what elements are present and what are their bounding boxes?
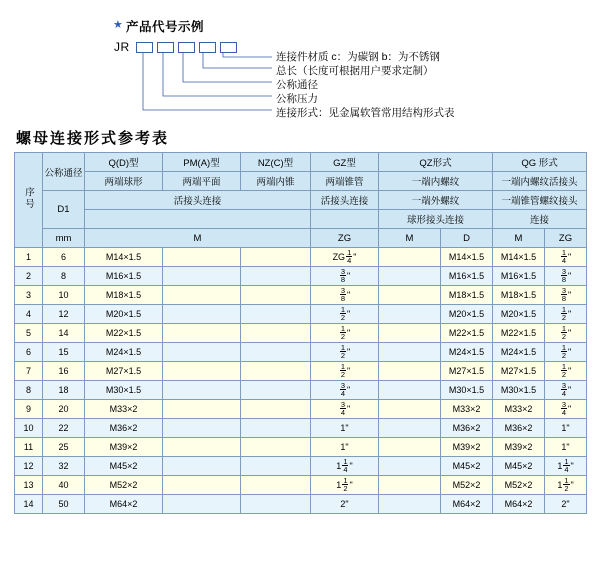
cell-seq: 7 <box>15 362 43 381</box>
cell-gz: 1" <box>311 438 379 457</box>
nut-connection-table <box>14 152 587 514</box>
cell-qg-zg: $\frac{3}{4}$ " <box>545 400 587 419</box>
code-box <box>220 42 237 53</box>
header-group-qz: QZ形式 <box>379 153 493 172</box>
cell-seq: 12 <box>15 457 43 476</box>
cell-qd: M33×2 <box>85 400 163 419</box>
header-group-qg: QG 形式 <box>493 153 587 172</box>
table-row <box>15 495 587 514</box>
cell-dn: 8 <box>43 267 85 286</box>
cell-qz-m <box>379 381 441 400</box>
header-qz-external-thread: 一端外螺纹 <box>379 191 493 210</box>
cell-dn: 22 <box>43 419 85 438</box>
header-sub-qz: 一端内螺纹 <box>379 172 493 191</box>
table-row <box>15 343 587 362</box>
table-row <box>15 305 587 324</box>
cell-seq: 9 <box>15 400 43 419</box>
code-box <box>136 42 153 53</box>
cell-nzc <box>241 305 311 324</box>
cell-qg-zg: $\frac{3}{8}$ " <box>545 286 587 305</box>
cell-qz-m <box>379 400 441 419</box>
header-sub-nzc: 两端内锥 <box>241 172 311 191</box>
cell-pma <box>163 457 241 476</box>
header-sub-qg: 一端内螺纹活接头 <box>493 172 587 191</box>
cell-gz: $\frac{3}{4}$ " <box>311 381 379 400</box>
cell-gz: 1" <box>311 419 379 438</box>
legend-material: 连接件材质 c：为碳钢 b：为不锈钢 <box>276 51 440 63</box>
table-header-row-4 <box>15 210 587 229</box>
cell-qz-m <box>379 457 441 476</box>
cell-gz: 1 $\frac{1}{2}$ " <box>311 476 379 495</box>
table-row <box>15 419 587 438</box>
header-unit-m: M <box>85 229 311 248</box>
header-qg-connection: 连接 <box>493 210 587 229</box>
cell-qd: M36×2 <box>85 419 163 438</box>
cell-dn: 40 <box>43 476 85 495</box>
cell-seq: 14 <box>15 495 43 514</box>
cell-qd: M16×1.5 <box>85 267 163 286</box>
code-box <box>157 42 174 53</box>
header-sub-gz: 两端锥管 <box>311 172 379 191</box>
cell-pma <box>163 438 241 457</box>
table-row <box>15 324 587 343</box>
code-prefix: JR <box>114 40 130 54</box>
cell-nzc <box>241 267 311 286</box>
table-row <box>15 381 587 400</box>
cell-gz: 2" <box>311 495 379 514</box>
cell-qd: M30×1.5 <box>85 381 163 400</box>
legend-nominal-pressure: 公称压力 <box>276 93 318 105</box>
cell-qg-zg: $\frac{1}{2}$ " <box>545 343 587 362</box>
header-qg-taper-thread: 一端锥管螺纹接头 <box>493 191 587 210</box>
cell-pma <box>163 343 241 362</box>
cell-qg-zg: $\frac{1}{2}$ " <box>545 305 587 324</box>
cell-nzc <box>241 476 311 495</box>
cell-nzc <box>241 324 311 343</box>
cell-gz: $\frac{3}{4}$ " <box>311 400 379 419</box>
star-icon: ★ <box>113 19 123 31</box>
header-unit-qg-m: M <box>493 229 545 248</box>
cell-qg-zg: $\frac{1}{2}$ " <box>545 362 587 381</box>
cell-qz-d: M52×2 <box>441 476 493 495</box>
header-unit-qz-d: D <box>441 229 493 248</box>
header-d1: D1 <box>43 191 85 229</box>
cell-dn: 14 <box>43 324 85 343</box>
cell-qd: M45×2 <box>85 457 163 476</box>
cell-pma <box>163 400 241 419</box>
header-union-connection: 活接头连接 <box>85 191 311 210</box>
cell-qz-m <box>379 248 441 267</box>
header-unit-qz-m: M <box>379 229 441 248</box>
table-header-row-2 <box>15 172 587 191</box>
cell-pma <box>163 419 241 438</box>
cell-qz-d: M30×1.5 <box>441 381 493 400</box>
page-title: 螺母连接形式参考表 <box>16 130 170 147</box>
cell-pma <box>163 324 241 343</box>
cell-qd: M27×1.5 <box>85 362 163 381</box>
cell-gz: ZG $\frac{1}{4}$ " <box>311 248 379 267</box>
cell-seq: 2 <box>15 267 43 286</box>
cell-qg-m: M20×1.5 <box>493 305 545 324</box>
cell-seq: 3 <box>15 286 43 305</box>
cell-gz: 1 $\frac{1}{4}$ " <box>311 457 379 476</box>
product-code-diagram <box>0 0 600 122</box>
cell-qg-m: M18×1.5 <box>493 286 545 305</box>
cell-qz-d: M14×1.5 <box>441 248 493 267</box>
table-row <box>15 267 587 286</box>
cell-qz-m <box>379 286 441 305</box>
cell-dn: 16 <box>43 362 85 381</box>
cell-qz-d: M39×2 <box>441 438 493 457</box>
cell-qg-m: M36×2 <box>493 419 545 438</box>
cell-gz: $\frac{1}{2}$ " <box>311 305 379 324</box>
cell-qg-m: M39×2 <box>493 438 545 457</box>
header-group-nzc: NZ(C)型 <box>241 153 311 172</box>
cell-seq: 8 <box>15 381 43 400</box>
cell-qz-d: M16×1.5 <box>441 267 493 286</box>
cell-qg-m: M14×1.5 <box>493 248 545 267</box>
cell-qz-d: M64×2 <box>441 495 493 514</box>
cell-nzc <box>241 400 311 419</box>
cell-nzc <box>241 495 311 514</box>
legend-nominal-diameter: 公称通径 <box>276 79 318 91</box>
cell-qz-d: M45×2 <box>441 457 493 476</box>
cell-qg-m: M33×2 <box>493 400 545 419</box>
nut-connection-table-wrapper <box>14 152 586 514</box>
cell-qg-zg: 1 $\frac{1}{2}$ " <box>545 476 587 495</box>
cell-qz-d: M22×1.5 <box>441 324 493 343</box>
cell-qz-m <box>379 438 441 457</box>
cell-pma <box>163 286 241 305</box>
cell-seq: 5 <box>15 324 43 343</box>
cell-qg-m: M24×1.5 <box>493 343 545 362</box>
header-blank-1 <box>85 210 311 229</box>
cell-qd: M20×1.5 <box>85 305 163 324</box>
header-qz-ball-connection: 球形接头连接 <box>379 210 493 229</box>
cell-qd: M39×2 <box>85 438 163 457</box>
cell-qg-zg: $\frac{1}{2}$ " <box>545 324 587 343</box>
cell-seq: 4 <box>15 305 43 324</box>
cell-nzc <box>241 457 311 476</box>
cell-qg-zg: $\frac{3}{4}$ " <box>545 381 587 400</box>
cell-qg-m: M52×2 <box>493 476 545 495</box>
cell-qg-m: M64×2 <box>493 495 545 514</box>
cell-seq: 1 <box>15 248 43 267</box>
cell-qz-m <box>379 267 441 286</box>
cell-qz-m <box>379 419 441 438</box>
cell-qz-m <box>379 324 441 343</box>
header-sub-qd: 两端球形 <box>85 172 163 191</box>
cell-gz: $\frac{3}{8}$ " <box>311 267 379 286</box>
cell-dn: 18 <box>43 381 85 400</box>
cell-seq: 6 <box>15 343 43 362</box>
header-group-qd: Q(D)型 <box>85 153 163 172</box>
cell-gz: $\frac{3}{8}$ " <box>311 286 379 305</box>
cell-qg-zg: 1" <box>545 438 587 457</box>
cell-pma <box>163 476 241 495</box>
cell-qg-zg: $\frac{1}{4}$ " <box>545 248 587 267</box>
cell-pma <box>163 362 241 381</box>
cell-dn: 32 <box>43 457 85 476</box>
cell-nzc <box>241 286 311 305</box>
cell-qz-d: M20×1.5 <box>441 305 493 324</box>
header-dn: 公称通径 <box>43 153 85 191</box>
table-header-row-1 <box>15 153 587 172</box>
cell-qz-d: M36×2 <box>441 419 493 438</box>
table-row <box>15 457 587 476</box>
cell-nzc <box>241 343 311 362</box>
cell-gz: $\frac{1}{2}$ " <box>311 362 379 381</box>
header-sub-pma: 两端平面 <box>163 172 241 191</box>
header-group-gz: GZ型 <box>311 153 379 172</box>
table-body <box>15 248 587 514</box>
cell-nzc <box>241 381 311 400</box>
diagram-title: 产品代号示例 <box>126 20 205 34</box>
header-blank-2 <box>311 210 379 229</box>
cell-gz: $\frac{1}{2}$ " <box>311 324 379 343</box>
cell-qz-d: M18×1.5 <box>441 286 493 305</box>
cell-dn: 20 <box>43 400 85 419</box>
cell-qd: M24×1.5 <box>85 343 163 362</box>
cell-qg-m: M30×1.5 <box>493 381 545 400</box>
cell-nzc <box>241 362 311 381</box>
cell-pma <box>163 248 241 267</box>
cell-qz-m <box>379 305 441 324</box>
cell-qg-m: M16×1.5 <box>493 267 545 286</box>
cell-qz-d: M27×1.5 <box>441 362 493 381</box>
table-row <box>15 438 587 457</box>
header-unit-qg-zg: ZG <box>545 229 587 248</box>
cell-dn: 12 <box>43 305 85 324</box>
table-header-row-3 <box>15 191 587 210</box>
cell-gz: $\frac{1}{2}$ " <box>311 343 379 362</box>
header-gz-union: 活接头连接 <box>311 191 379 210</box>
table-row <box>15 476 587 495</box>
cell-qg-zg: 1" <box>545 419 587 438</box>
header-seq: 序号 <box>15 153 43 248</box>
cell-dn: 15 <box>43 343 85 362</box>
cell-qg-zg: 2" <box>545 495 587 514</box>
cell-qz-m <box>379 362 441 381</box>
cell-qd: M18×1.5 <box>85 286 163 305</box>
cell-qg-zg: $\frac{3}{8}$ " <box>545 267 587 286</box>
header-group-pma: PM(A)型 <box>163 153 241 172</box>
cell-pma <box>163 381 241 400</box>
cell-nzc <box>241 438 311 457</box>
table-row <box>15 362 587 381</box>
code-boxes <box>136 42 237 53</box>
cell-qg-m: M22×1.5 <box>493 324 545 343</box>
table-row <box>15 286 587 305</box>
table-row <box>15 248 587 267</box>
cell-qd: M14×1.5 <box>85 248 163 267</box>
cell-qd: M22×1.5 <box>85 324 163 343</box>
legend-connection-type: 连接形式：见金属软管常用结构形式表 <box>276 107 455 119</box>
cell-seq: 10 <box>15 419 43 438</box>
cell-seq: 13 <box>15 476 43 495</box>
cell-dn: 10 <box>43 286 85 305</box>
cell-dn: 6 <box>43 248 85 267</box>
header-unit-zg: ZG <box>311 229 379 248</box>
cell-qz-m <box>379 476 441 495</box>
cell-seq: 11 <box>15 438 43 457</box>
cell-qz-m <box>379 495 441 514</box>
cell-dn: 50 <box>43 495 85 514</box>
code-box <box>178 42 195 53</box>
cell-qz-d: M24×1.5 <box>441 343 493 362</box>
code-box <box>199 42 216 53</box>
cell-pma <box>163 267 241 286</box>
cell-qz-d: M33×2 <box>441 400 493 419</box>
cell-qd: M64×2 <box>85 495 163 514</box>
legend-length: 总长（长度可根据用户要求定制） <box>276 65 434 77</box>
cell-qz-m <box>379 343 441 362</box>
table-row <box>15 400 587 419</box>
cell-qg-m: M45×2 <box>493 457 545 476</box>
header-unit-mm: mm <box>43 229 85 248</box>
cell-qg-m: M27×1.5 <box>493 362 545 381</box>
cell-qd: M52×2 <box>85 476 163 495</box>
cell-qg-zg: 1 $\frac{1}{4}$ " <box>545 457 587 476</box>
cell-dn: 25 <box>43 438 85 457</box>
cell-pma <box>163 495 241 514</box>
cell-nzc <box>241 419 311 438</box>
cell-pma <box>163 305 241 324</box>
cell-nzc <box>241 248 311 267</box>
table-header-row-5 <box>15 229 587 248</box>
